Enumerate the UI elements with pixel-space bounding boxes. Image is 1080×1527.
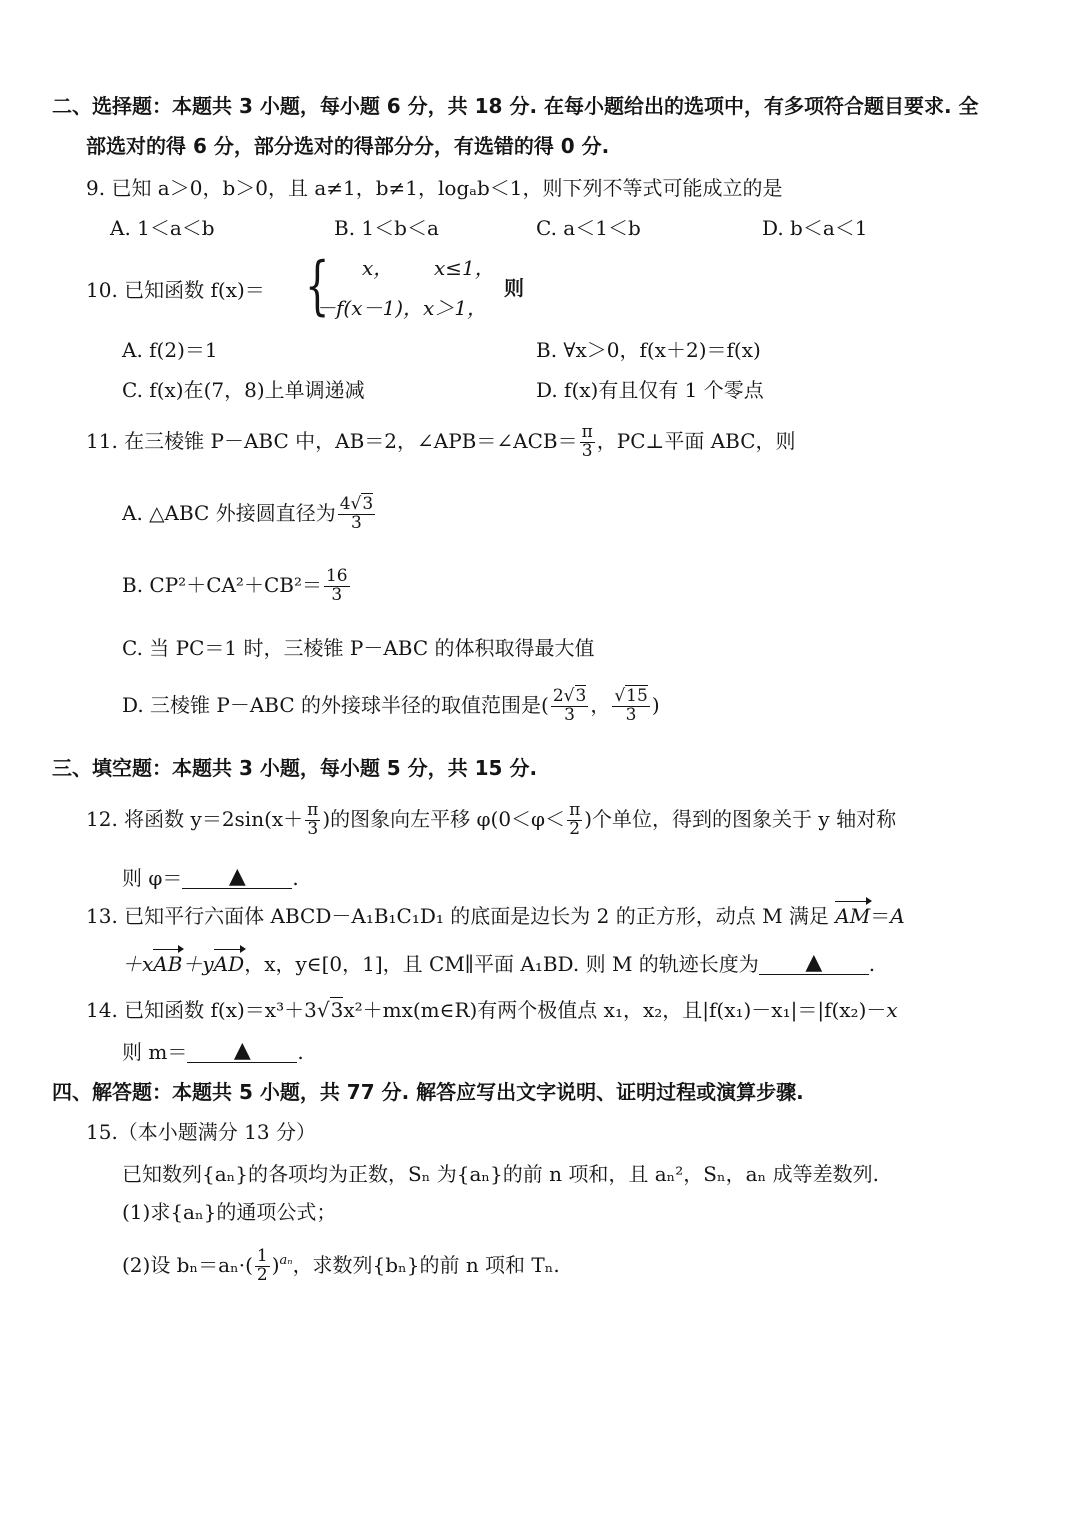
fraction-numerator: 4√3 [339, 494, 374, 514]
fraction-denominator: 3 [581, 440, 593, 461]
q10-case1-cond: x≤1， [434, 256, 495, 280]
fraction-denominator: 3 [564, 704, 575, 725]
q12-answer-line [122, 866, 299, 891]
fraction-denominator: 3 [307, 818, 319, 839]
q11-stem-a: 11. 在三棱锥 P－ABC 中，AB＝2，∠APB＝∠ACB＝ [86, 428, 578, 453]
q12-period: . [292, 866, 299, 890]
q13-plus-y: ＋y [182, 952, 214, 976]
q12-stem [86, 802, 896, 839]
vector-cut-off: A [890, 904, 905, 928]
q15-half-fraction [255, 1248, 270, 1285]
fraction-numerator: π [581, 422, 593, 442]
fraction-denominator: 3 [351, 512, 362, 533]
fraction-numerator: π [569, 800, 581, 820]
q15-part-1: (1)求{aₙ}的通项公式； [122, 1200, 337, 1224]
q11-option-a-fraction [338, 496, 376, 533]
q11-stem-b: ，PC⊥平面 ABC，则 [596, 428, 796, 453]
q9-option-d: D. b＜a＜1 [762, 216, 868, 240]
q10-case2: －f(x－1)，x＞1， [316, 296, 488, 320]
coefficient: 2 [552, 686, 564, 706]
q13-stem-line1 [86, 904, 905, 928]
q11-option-b-text: B. CP²＋CA²＋CB²＝ [122, 572, 322, 597]
q11-stem [86, 424, 796, 461]
q12-shift-fraction [305, 802, 320, 839]
fraction-numerator: π [307, 800, 319, 820]
q13-stem-line2 [122, 952, 875, 977]
q14-cut-off: x [886, 998, 898, 1022]
section-2-header-line2: 部选对的得 6 分，部分选对的得部分分，有选错的得 0 分. [86, 134, 610, 158]
q15-part-2 [122, 1248, 560, 1285]
q15-header: 15.（本小题满分 13 分） [86, 1120, 316, 1144]
q13-stem-tail: ，x，y∈[0，1]，且 CM∥平面 A₁BD. 则 M 的轨迹长度为 [244, 952, 759, 976]
fraction-denominator: 2 [569, 818, 581, 839]
q14-period: . [297, 1040, 304, 1064]
q15-part-2-a: (2)设 bₙ＝aₙ·( [122, 1252, 253, 1277]
q11-option-b-fraction [324, 568, 350, 605]
vector-ad: AD [213, 952, 245, 976]
q12-bound-fraction [567, 802, 582, 839]
q15-part-2-tail: ，求数列{bₙ}的前 n 项和 Tₙ. [292, 1252, 560, 1277]
q15-stem: 已知数列{aₙ}的各项均为正数，Sₙ 为{aₙ}的前 n 项和，且 aₙ²，Sₙ，aₙ 成等差数列. [122, 1162, 879, 1186]
q13-plus-x: ＋x [122, 952, 154, 976]
radicand: 3 [362, 494, 374, 514]
fraction-denominator: 3 [625, 704, 637, 725]
piecewise-brace: { [305, 249, 330, 323]
q11-option-d-fraction-high [612, 688, 649, 725]
q15-exponent: aₙ [279, 1253, 293, 1269]
fraction-numerator: √15 [614, 686, 648, 706]
q10-option-c: C. f(x)在(7，8)上单调递减 [122, 378, 365, 402]
q14-stem: 14. 已知函数 f(x)＝x³＋3√3x²＋mx(m∈R)有两个极值点 x₁，x₂，且|f(x₁)－x₁|＝|f(x₂)－x [86, 998, 898, 1022]
q10-tail: 则 [504, 276, 524, 300]
q10-option-a: A. f(2)＝1 [122, 338, 218, 362]
fraction-numerator: 16 [325, 566, 348, 586]
fraction-numerator: 1 [256, 1246, 268, 1266]
q12-stem-b: )的图象向左平移 φ(0＜φ＜ [322, 806, 566, 831]
q10-case1-expr: x， [362, 256, 394, 280]
q13-stem-a: 13. 已知平行六面体 ABCD－A₁B₁C₁D₁ 的底面是边长为 2 的正方形，动点 M 满足 [86, 904, 829, 928]
q10-option-b: B. ∀x＞0，f(x＋2)＝f(x) [536, 338, 761, 362]
q10-option-d: D. f(x)有且仅有 1 个零点 [536, 378, 764, 402]
q14-answer-blank[interactable] [187, 1038, 297, 1063]
q9-option-b: B. 1＜b＜a [334, 216, 439, 240]
q11-option-a-text: A. △ABC 外接圆直径为 [122, 500, 336, 525]
q11-option-a [122, 496, 377, 533]
q12-answer-label: 则 φ＝ [122, 866, 183, 890]
section-2-header-line1: 二、选择题：本题共 3 小题，每小题 6 分，共 18 分. 在每小题给出的选项中，有多项符合题目要求. 全 [52, 94, 979, 118]
fraction-numerator: 2√3 [552, 686, 587, 706]
q11-option-d-text: D. 三棱锥 P－ABC 的外接球半径的取值范围是( [122, 692, 549, 717]
q10-lead: 10. 已知函数 f(x)＝ [86, 278, 265, 302]
triangle-icon: ▲ [228, 864, 246, 889]
radicand: 15 [626, 686, 648, 706]
q11-angle-fraction [580, 424, 595, 461]
q13-period: . [868, 952, 876, 976]
fraction-denominator: 2 [256, 1264, 268, 1285]
section-4-header: 四、解答题：本题共 5 小题，共 77 分. 解答应写出文字说明、证明过程或演算步骤. [52, 1080, 804, 1104]
interval-close: ) [651, 692, 660, 717]
q11-option-b [122, 568, 352, 605]
interval-separator: ， [590, 692, 611, 717]
q14-stem-b: x²＋mx(m∈R)有两个极值点 x₁，x₂，且|f(x₁)－x₁|＝|f(x₂)－ [343, 998, 887, 1022]
radicand: 3 [575, 686, 587, 706]
vector-ab: AB [153, 952, 183, 976]
q9-option-a: A. 1＜a＜b [110, 216, 215, 240]
q14-answer-label: 则 m＝ [122, 1040, 188, 1064]
fraction-denominator: 3 [331, 584, 343, 605]
q15-part-2-close: ) [271, 1252, 280, 1277]
q9-stem: 9. 已知 a＞0，b＞0，且 a≠1，b≠1，logₐb＜1，则下列不等式可能成立的是 [86, 176, 783, 200]
triangle-icon: ▲ [233, 1038, 251, 1063]
q11-option-d-fraction-low [551, 688, 589, 725]
coefficient: 4 [339, 494, 351, 514]
q14-stem-a: 14. 已知函数 f(x)＝x³＋3 [86, 998, 317, 1022]
q11-option-c: C. 当 PC＝1 时，三棱锥 P－ABC 的体积取得最大值 [122, 636, 595, 660]
equals-sign: ＝ [870, 904, 891, 928]
radicand: 3 [330, 998, 344, 1022]
q13-answer-blank[interactable] [759, 950, 869, 975]
q11-option-d [122, 688, 660, 725]
q9-option-c: C. a＜1＜b [536, 216, 641, 240]
q12-answer-blank[interactable] [182, 864, 292, 889]
section-3-header: 三、填空题：本题共 3 小题，每小题 5 分，共 15 分. [52, 756, 538, 780]
vector-am: AM [835, 904, 871, 928]
triangle-icon: ▲ [805, 950, 823, 975]
q12-stem-a: 12. 将函数 y＝2sin(x＋ [86, 806, 304, 831]
q12-stem-c: )个单位，得到的图象关于 y 轴对称 [584, 806, 897, 831]
q14-answer-line [122, 1040, 304, 1065]
